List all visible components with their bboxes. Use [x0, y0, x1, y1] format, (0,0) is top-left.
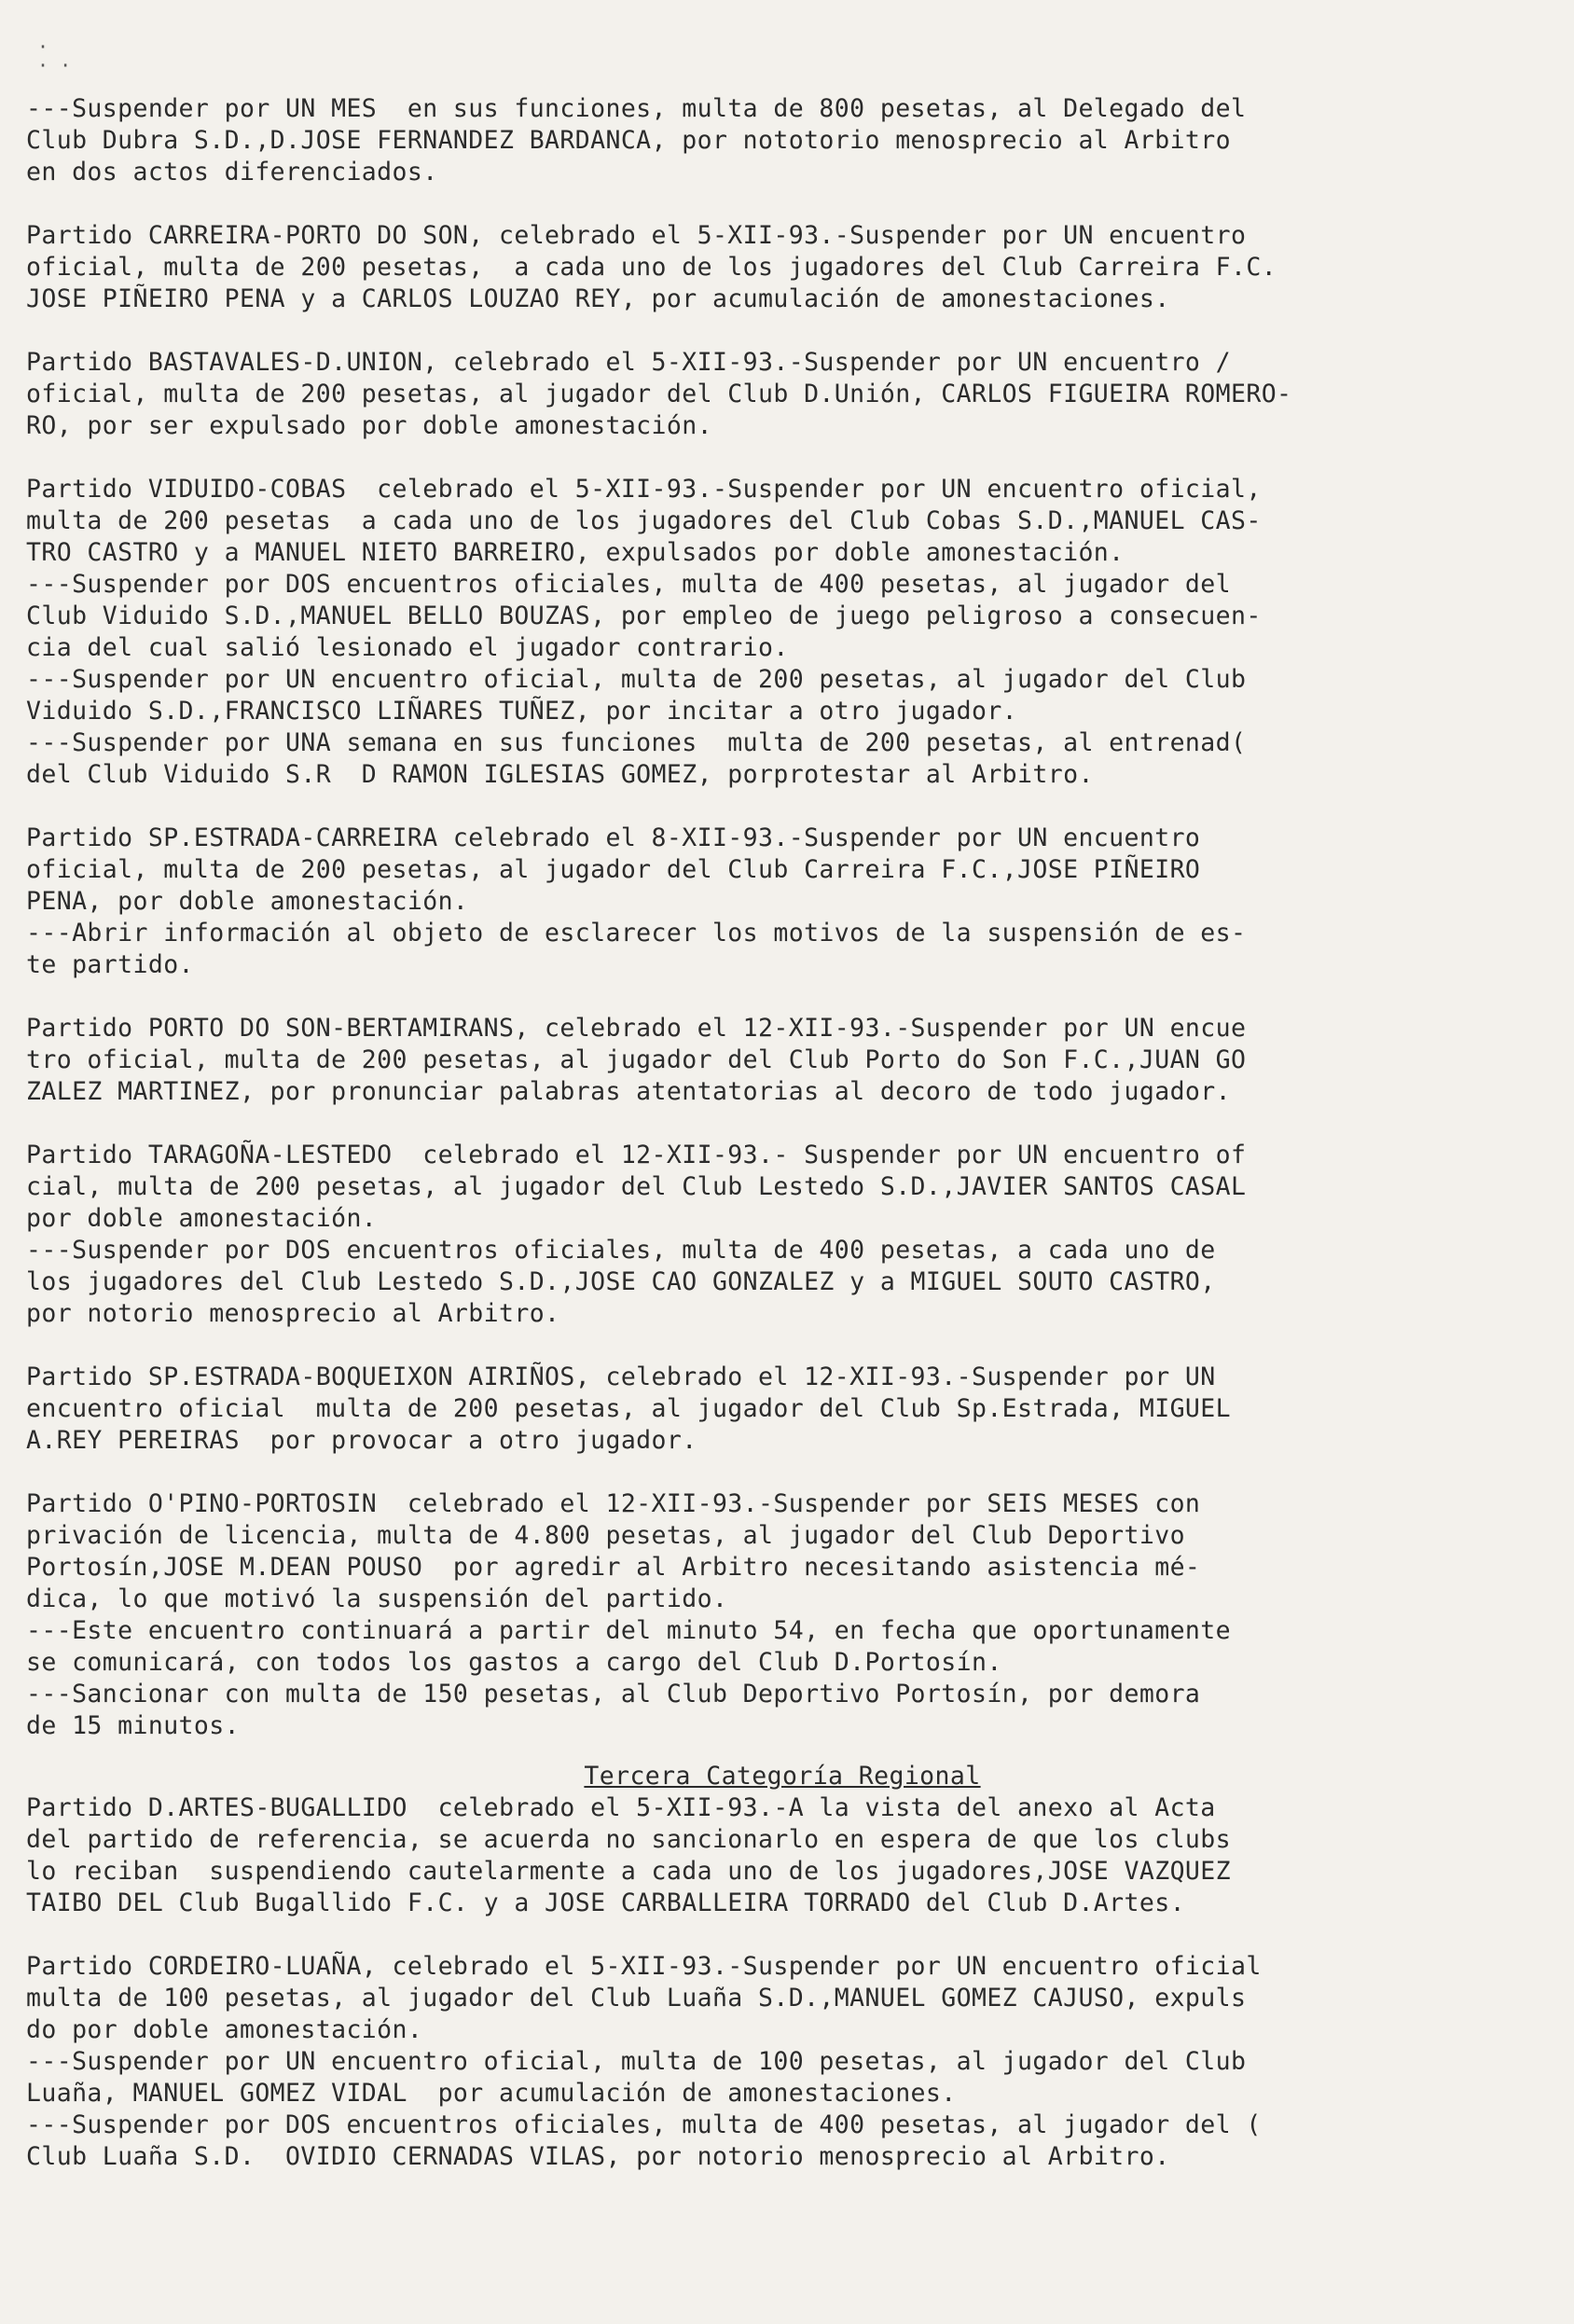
text-line: Club Dubra S.D.,D.JOSE FERNANDEZ BARDANCA, por nototorio menosprecio al Arbitro [26, 126, 1231, 155]
text-line: tro oficial, multa de 200 pesetas, al jugador del Club Porto do Son F.C.,JUAN GO [26, 1045, 1247, 1074]
text-line: privación de licencia, multa de 4.800 pesetas, al jugador del Club Deportivo [26, 1521, 1185, 1550]
text-line: Partido TARAGOÑA-LESTEDO celebrado el 12-XII-93.- Suspender por UN encuentro of [26, 1141, 1247, 1169]
sanction-paragraph [26, 1951, 1539, 2173]
text-line: del Club Viduido S.R D RAMON IGLESIAS GOMEZ, porprotestar al Arbitro. [26, 760, 1094, 789]
text-line: ---Suspender por UN encuentro oficial, multa de 100 pesetas, al jugador del Club [26, 2047, 1247, 2076]
section-heading: Tercera Categoría Regional [584, 1762, 981, 1791]
text-line: TAIBO DEL Club Bugallido F.C. y a JOSE CARBALLEIRA TORRADO del Club D.Artes. [26, 1888, 1185, 1917]
text-line: Partido CARREIRA-PORTO DO SON, celebrado el 5-XII-93.-Suspender por UN encuentro [26, 221, 1247, 250]
text-line: oficial, multa de 200 pesetas, a cada uno de los jugadores del Club Carreira F.C. [26, 253, 1277, 282]
sanction-paragraph [26, 1140, 1539, 1330]
text-line: oficial, multa de 200 pesetas, al jugador del Club Carreira F.C.,JOSE PIÑEIRO [26, 855, 1201, 884]
text-line: lo reciban suspendiendo cautelarmente a cada uno de los jugadores,JOSE VAZQUEZ [26, 1857, 1231, 1886]
text-line: en dos actos diferenciados. [26, 158, 438, 187]
text-line: se comunicará, con todos los gastos a cargo del Club D.Portosín. [26, 1648, 1002, 1677]
text-line: TRO CASTRO y a MANUEL NIETO BARREIRO, expulsados por doble amonestación. [26, 538, 1125, 567]
text-line: Partido BASTAVALES-D.UNION, celebrado el 5-XII-93.-Suspender por UN encuentro / [26, 348, 1231, 377]
sanction-paragraph [26, 1488, 1539, 1742]
text-line: dica, lo que motivó la suspensión del partido. [26, 1584, 728, 1613]
text-line: JOSE PIÑEIRO PENA y a CARLOS LOUZAO REY, por acumulación de amonestaciones. [26, 284, 1170, 313]
sanction-paragraph [26, 1362, 1539, 1457]
text-line: Club Luaña S.D. OVIDIO CERNADAS VILAS, por notorio menosprecio al Arbitro. [26, 2142, 1170, 2171]
text-line: por notorio menosprecio al Arbitro. [26, 1299, 560, 1328]
text-line: encuentro oficial multa de 200 pesetas, al jugador del Club Sp.Estrada, MIGUEL [26, 1394, 1231, 1423]
text-line: cial, multa de 200 pesetas, al jugador del Club Lestedo S.D.,JAVIER SANTOS CASAL [26, 1172, 1247, 1201]
page-specks: · · · [37, 35, 72, 76]
text-line: ---Suspender por DOS encuentros oficiales, multa de 400 pesetas, al jugador del ( [26, 2110, 1262, 2139]
text-line: A.REY PEREIRAS por provocar a otro jugador. [26, 1426, 697, 1455]
text-line: Viduido S.D.,FRANCISCO LIÑARES TUÑEZ, por incitar a otro jugador. [26, 697, 1018, 726]
text-line: del partido de referencia, se acuerda no sancionarlo en espera de que los clubs [26, 1825, 1231, 1854]
text-line: Partido CORDEIRO-LUAÑA, celebrado el 5-XII-93.-Suspender por UN encuentro oficial [26, 1952, 1262, 1981]
text-line: Partido O'PINO-PORTOSIN celebrado el 12-XII-93.-Suspender por SEIS MESES con [26, 1489, 1201, 1518]
text-line: cia del cual salió lesionado el jugador contrario. [26, 633, 789, 662]
sanction-paragraph [26, 220, 1539, 315]
text-line: Partido SP.ESTRADA-CARREIRA celebrado el 8-XII-93.-Suspender por UN encuentro [26, 823, 1201, 852]
text-line: Club Viduido S.D.,MANUEL BELLO BOUZAS, por empleo de juego peligroso a consecuen- [26, 602, 1262, 630]
text-line: Portosín,JOSE M.DEAN POUSO por agredir al Arbitro necesitando asistencia mé- [26, 1553, 1201, 1582]
text-line: te partido. [26, 950, 194, 979]
text-line: oficial, multa de 200 pesetas, al jugador del Club D.Unión, CARLOS FIGUEIRA ROMERO- [26, 380, 1292, 408]
text-line: ---Suspender por UNA semana en sus funciones multa de 200 pesetas, al entrenad( [26, 728, 1247, 757]
text-line: multa de 100 pesetas, al jugador del Club Luaña S.D.,MANUEL GOMEZ CAJUSO, expuls [26, 1984, 1247, 2013]
text-line: Partido D.ARTES-BUGALLIDO celebrado el 5-XII-93.-A la vista del anexo al Acta [26, 1793, 1216, 1822]
document-body [26, 93, 1539, 2205]
text-line: ---Abrir información al objeto de esclarecer los motivos de la suspensión de es- [26, 919, 1247, 948]
text-line: de 15 minutos. [26, 1711, 240, 1740]
sanction-paragraph [26, 347, 1539, 442]
sanction-paragraph [26, 474, 1539, 791]
text-line: ---Suspender por UN MES en sus funciones, multa de 800 pesetas, al Delegado del [26, 94, 1247, 123]
text-line: por doble amonestación. [26, 1204, 378, 1233]
sanction-paragraph [26, 1013, 1539, 1108]
text-line: PENA, por doble amonestación. [26, 887, 469, 916]
text-line: multa de 200 pesetas a cada uno de los jugadores del Club Cobas S.D.,MANUEL CAS- [26, 506, 1262, 535]
sanction-paragraph [26, 823, 1539, 981]
text-line: ---Este encuentro continuará a partir del minuto 54, en fecha que oportunamente [26, 1616, 1231, 1645]
text-line: los jugadores del Club Lestedo S.D.,JOSE CAO GONZALEZ y a MIGUEL SOUTO CASTRO, [26, 1267, 1216, 1296]
text-line: ZALEZ MARTINEZ, por pronunciar palabras atentatorias al decoro de todo jugador. [26, 1077, 1231, 1106]
text-line: ---Suspender por DOS encuentros oficiales, multa de 400 pesetas, a cada uno de [26, 1236, 1216, 1265]
text-line: ---Sancionar con multa de 150 pesetas, al Club Deportivo Portosín, por demora [26, 1680, 1201, 1708]
text-line: do por doble amonestación. [26, 2015, 423, 2044]
text-line: Partido PORTO DO SON-BERTAMIRANS, celebrado el 12-XII-93.-Suspender por UN encue [26, 1014, 1247, 1043]
sanction-paragraph [26, 1792, 1539, 1919]
sanction-paragraph [26, 93, 1539, 188]
text-line: ---Suspender por UN encuentro oficial, multa de 200 pesetas, al jugador del Club [26, 665, 1247, 694]
text-line: RO, por ser expulsado por doble amonestación. [26, 411, 712, 440]
text-line: Luaña, MANUEL GOMEZ VIDAL por acumulación de amonestaciones. [26, 2079, 957, 2108]
text-line: ---Suspender por DOS encuentros oficiales, multa de 400 pesetas, al jugador del [26, 570, 1231, 599]
text-line: Partido VIDUIDO-COBAS celebrado el 5-XII-93.-Suspender por UN encuentro oficial, [26, 475, 1262, 504]
text-line: Partido SP.ESTRADA-BOQUEIXON AIRIÑOS, celebrado el 12-XII-93.-Suspender por UN [26, 1363, 1216, 1391]
